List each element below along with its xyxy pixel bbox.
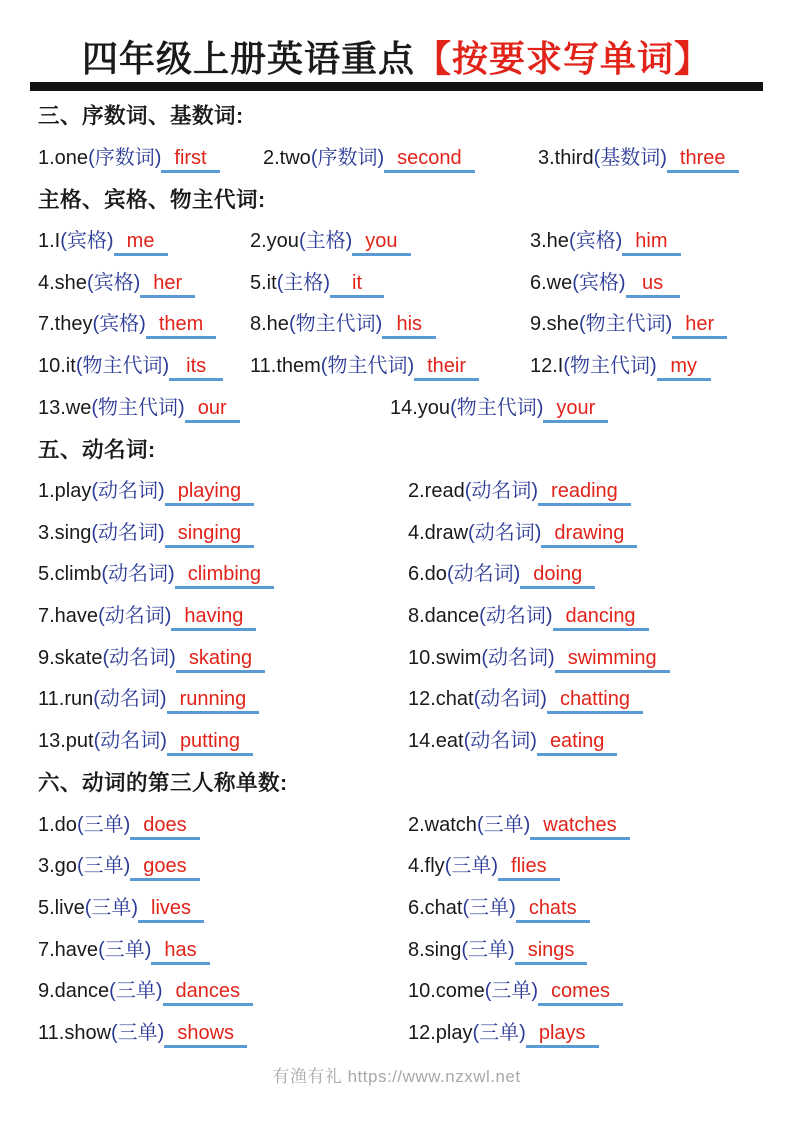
question-word: 9.skate	[38, 646, 103, 669]
question-word: 11.show	[38, 1021, 112, 1044]
hint-label: (动名词)	[101, 563, 175, 586]
hint-label: (动名词)	[93, 688, 167, 711]
question-item	[530, 224, 767, 256]
question-word: 6.we	[530, 271, 573, 294]
question-row	[38, 553, 767, 595]
answer-blank: my	[657, 354, 711, 381]
question-item	[250, 307, 530, 339]
hint-label: (宾格)	[568, 229, 623, 252]
question-row	[38, 886, 767, 928]
page-title	[0, 36, 793, 81]
question-word: 6.do	[408, 563, 447, 586]
question-item	[263, 141, 538, 173]
question-word: 2.read	[408, 480, 465, 503]
answer-blank: flies	[498, 854, 560, 881]
answer-blank: his	[382, 312, 436, 339]
hint-label: (动名词)	[102, 646, 176, 669]
question-item	[38, 224, 250, 256]
question-word: 10.it	[38, 354, 76, 377]
question-item	[390, 391, 767, 423]
answer-blank: playing	[165, 479, 254, 506]
question-word: 10.come	[408, 980, 485, 1003]
hint-label: (三单)	[462, 896, 516, 919]
question-row	[38, 136, 767, 178]
question-item	[38, 516, 408, 548]
question-item	[38, 307, 250, 339]
question-item	[408, 1016, 767, 1048]
question-item	[38, 141, 263, 173]
question-word: 9.dance	[38, 980, 110, 1003]
question-item	[38, 1016, 408, 1048]
answer-blank: does	[130, 813, 199, 840]
answer-blank: dances	[163, 979, 254, 1006]
answer-blank: doing	[520, 562, 595, 589]
answer-blank: climbing	[175, 562, 274, 589]
question-word: 6.chat	[408, 896, 463, 919]
hint-label: (物主代词)	[320, 354, 415, 377]
answer-blank: me	[114, 229, 168, 256]
hint-label: (物主代词)	[578, 313, 673, 336]
question-item	[408, 933, 767, 965]
hint-label: (三单)	[111, 1021, 165, 1044]
question-item	[38, 974, 408, 1006]
hint-label: (物主代词)	[288, 313, 383, 336]
title-divider	[30, 82, 763, 91]
hint-label: (动名词)	[98, 605, 172, 628]
question-item	[38, 266, 250, 298]
question-item	[408, 516, 767, 548]
hint-label: (三单)	[84, 896, 139, 919]
question-word: 14.eat	[408, 730, 464, 753]
question-row	[38, 219, 767, 261]
question-word: 2.you	[250, 229, 299, 252]
footer-watermark: 有渔有礼 https://www.nzxwl.net	[272, 1066, 521, 1086]
hint-label: (主格)	[276, 271, 331, 294]
answer-blank: our	[185, 396, 240, 423]
question-row	[38, 636, 767, 678]
question-item	[38, 891, 408, 923]
hint-label: (三单)	[109, 980, 163, 1003]
hint-label: (三单)	[484, 980, 539, 1003]
question-word: 12.play	[408, 1021, 473, 1044]
answer-blank: its	[169, 354, 223, 381]
hint-label: (动名词)	[446, 563, 521, 586]
question-item	[408, 808, 767, 840]
hint-label: (三单)	[76, 813, 131, 836]
question-item	[408, 682, 767, 714]
question-item	[38, 724, 408, 756]
answer-blank: us	[626, 271, 680, 298]
question-item	[530, 307, 767, 339]
answer-blank: second	[384, 146, 475, 173]
hint-label: (序数词)	[88, 146, 162, 169]
question-item	[38, 349, 250, 381]
question-word: 2.watch	[408, 813, 477, 836]
answer-blank: them	[146, 312, 216, 339]
question-item	[408, 891, 767, 923]
answer-blank: you	[352, 229, 410, 256]
hint-label: (宾格)	[92, 313, 146, 336]
question-row	[38, 928, 767, 970]
hint-label: (动名词)	[473, 688, 547, 711]
question-item	[250, 349, 530, 381]
hint-label: (宾格)	[572, 271, 626, 294]
question-row	[38, 344, 767, 386]
question-word: 4.she	[38, 271, 87, 294]
hint-label: (物主代词)	[91, 396, 185, 419]
question-item	[38, 599, 408, 631]
answer-blank: sings	[515, 938, 588, 965]
question-word: 3.third	[538, 146, 594, 169]
answer-blank: plays	[526, 1021, 599, 1048]
question-word: 3.go	[38, 855, 77, 878]
hint-label: (三单)	[98, 938, 152, 961]
question-word: 5.it	[250, 271, 277, 294]
hint-label: (宾格)	[60, 229, 114, 252]
question-item	[408, 557, 767, 589]
answer-blank: her	[140, 271, 195, 298]
hint-label: (三单)	[476, 813, 531, 836]
section-heading: 主格、宾格、物主代词:	[38, 187, 266, 212]
answer-blank: lives	[138, 896, 204, 923]
question-row	[38, 719, 767, 761]
answer-blank: eating	[537, 729, 618, 756]
answer-blank: has	[151, 938, 209, 965]
question-word: 11.run	[38, 688, 94, 711]
question-word: 4.fly	[408, 855, 445, 878]
question-item	[408, 849, 767, 881]
answer-blank: reading	[538, 479, 631, 506]
hint-label: (动名词)	[468, 521, 542, 544]
question-item	[408, 599, 767, 631]
question-word: 7.have	[38, 605, 99, 628]
question-row	[38, 969, 767, 1011]
question-row	[38, 469, 767, 511]
question-word: 1.one	[38, 146, 89, 169]
question-word: 13.put	[38, 730, 94, 753]
question-word: 4.draw	[408, 521, 469, 544]
answer-blank: drawing	[541, 521, 637, 548]
title-main: 四年级上册英语重点	[81, 38, 415, 79]
section-heading: 三、序数词、基数词:	[38, 104, 244, 129]
question-item	[38, 474, 408, 506]
answer-blank: it	[330, 271, 384, 298]
question-word: 12.I	[530, 354, 564, 377]
question-row	[38, 803, 767, 845]
answer-blank: dancing	[553, 604, 649, 631]
question-word: 5.live	[38, 896, 85, 919]
answer-blank: skating	[176, 646, 265, 673]
question-word: 8.sing	[408, 938, 462, 961]
answer-blank: their	[414, 354, 479, 381]
question-word: 2.two	[263, 146, 311, 169]
question-word: 8.he	[250, 313, 289, 336]
question-item	[38, 933, 408, 965]
question-item	[408, 641, 767, 673]
hint-label: (序数词)	[310, 146, 385, 169]
hint-label: (三单)	[444, 855, 499, 878]
answer-blank: running	[167, 687, 260, 714]
hint-label: (物主代词)	[450, 396, 544, 419]
hint-label: (动名词)	[91, 480, 165, 503]
question-word: 7.they	[38, 313, 93, 336]
question-item	[38, 682, 408, 714]
section-heading: 六、动词的第三人称单数:	[38, 771, 288, 796]
hint-label: (物主代词)	[75, 354, 170, 377]
question-item	[530, 266, 767, 298]
hint-label: (动名词)	[464, 480, 539, 503]
question-item	[38, 808, 408, 840]
hint-label: (三单)	[76, 855, 131, 878]
answer-blank: chatting	[547, 687, 643, 714]
question-item	[408, 474, 767, 506]
answer-blank: comes	[538, 979, 623, 1006]
answer-blank: goes	[130, 854, 199, 881]
hint-label: (主格)	[298, 229, 353, 252]
question-row	[38, 594, 767, 636]
question-item	[38, 849, 408, 881]
question-word: 1.I	[38, 229, 61, 252]
answer-blank: singing	[165, 521, 254, 548]
question-item	[408, 974, 767, 1006]
answer-blank: swimming	[555, 646, 670, 673]
title-highlight: 【按要求写单词】	[415, 38, 712, 79]
question-word: 11.them	[250, 354, 321, 377]
hint-label: (三单)	[472, 1021, 526, 1044]
question-word: 3.sing	[38, 521, 92, 544]
question-row	[38, 1011, 767, 1053]
question-row	[38, 261, 767, 303]
question-word: 13.we	[38, 396, 92, 419]
answer-blank: having	[171, 604, 256, 631]
hint-label: (三单)	[461, 938, 515, 961]
question-item	[38, 557, 408, 589]
question-word: 1.do	[38, 813, 77, 836]
question-word: 14.you	[390, 396, 451, 419]
question-word: 9.she	[530, 313, 579, 336]
answer-blank: watches	[530, 813, 629, 840]
question-word: 3.he	[530, 229, 569, 252]
question-row	[38, 386, 767, 428]
question-row	[38, 844, 767, 886]
hint-label: (动名词)	[481, 646, 555, 669]
question-row	[38, 302, 767, 344]
answer-blank: putting	[167, 729, 253, 756]
question-item	[530, 349, 767, 381]
question-row	[38, 678, 767, 720]
section-heading: 五、动名词:	[38, 437, 156, 462]
answer-blank: first	[161, 146, 219, 173]
hint-label: (基数词)	[593, 146, 667, 169]
hint-label: (动名词)	[93, 730, 167, 753]
hint-label: (动名词)	[91, 521, 165, 544]
question-item	[38, 391, 390, 423]
answer-blank: her	[672, 312, 727, 339]
question-word: 12.chat	[408, 688, 474, 711]
question-row	[38, 511, 767, 553]
question-item	[38, 641, 408, 673]
question-item	[250, 266, 530, 298]
question-word: 10.swim	[408, 646, 482, 669]
hint-label: (宾格)	[86, 271, 141, 294]
question-item	[250, 224, 530, 256]
question-word: 7.have	[38, 938, 99, 961]
question-item	[408, 724, 767, 756]
question-item	[538, 141, 767, 173]
answer-blank: shows	[164, 1021, 247, 1048]
hint-label: (动名词)	[463, 730, 537, 753]
answer-blank: your	[543, 396, 608, 423]
answer-blank: him	[622, 229, 680, 256]
answer-blank: three	[667, 146, 739, 173]
hint-label: (动名词)	[479, 605, 553, 628]
worksheet-body	[0, 91, 793, 1053]
question-word: 8.dance	[408, 605, 480, 628]
question-word: 1.play	[38, 480, 92, 503]
answer-blank: chats	[516, 896, 590, 923]
hint-label: (物主代词)	[563, 354, 657, 377]
question-word: 5.climb	[38, 563, 102, 586]
